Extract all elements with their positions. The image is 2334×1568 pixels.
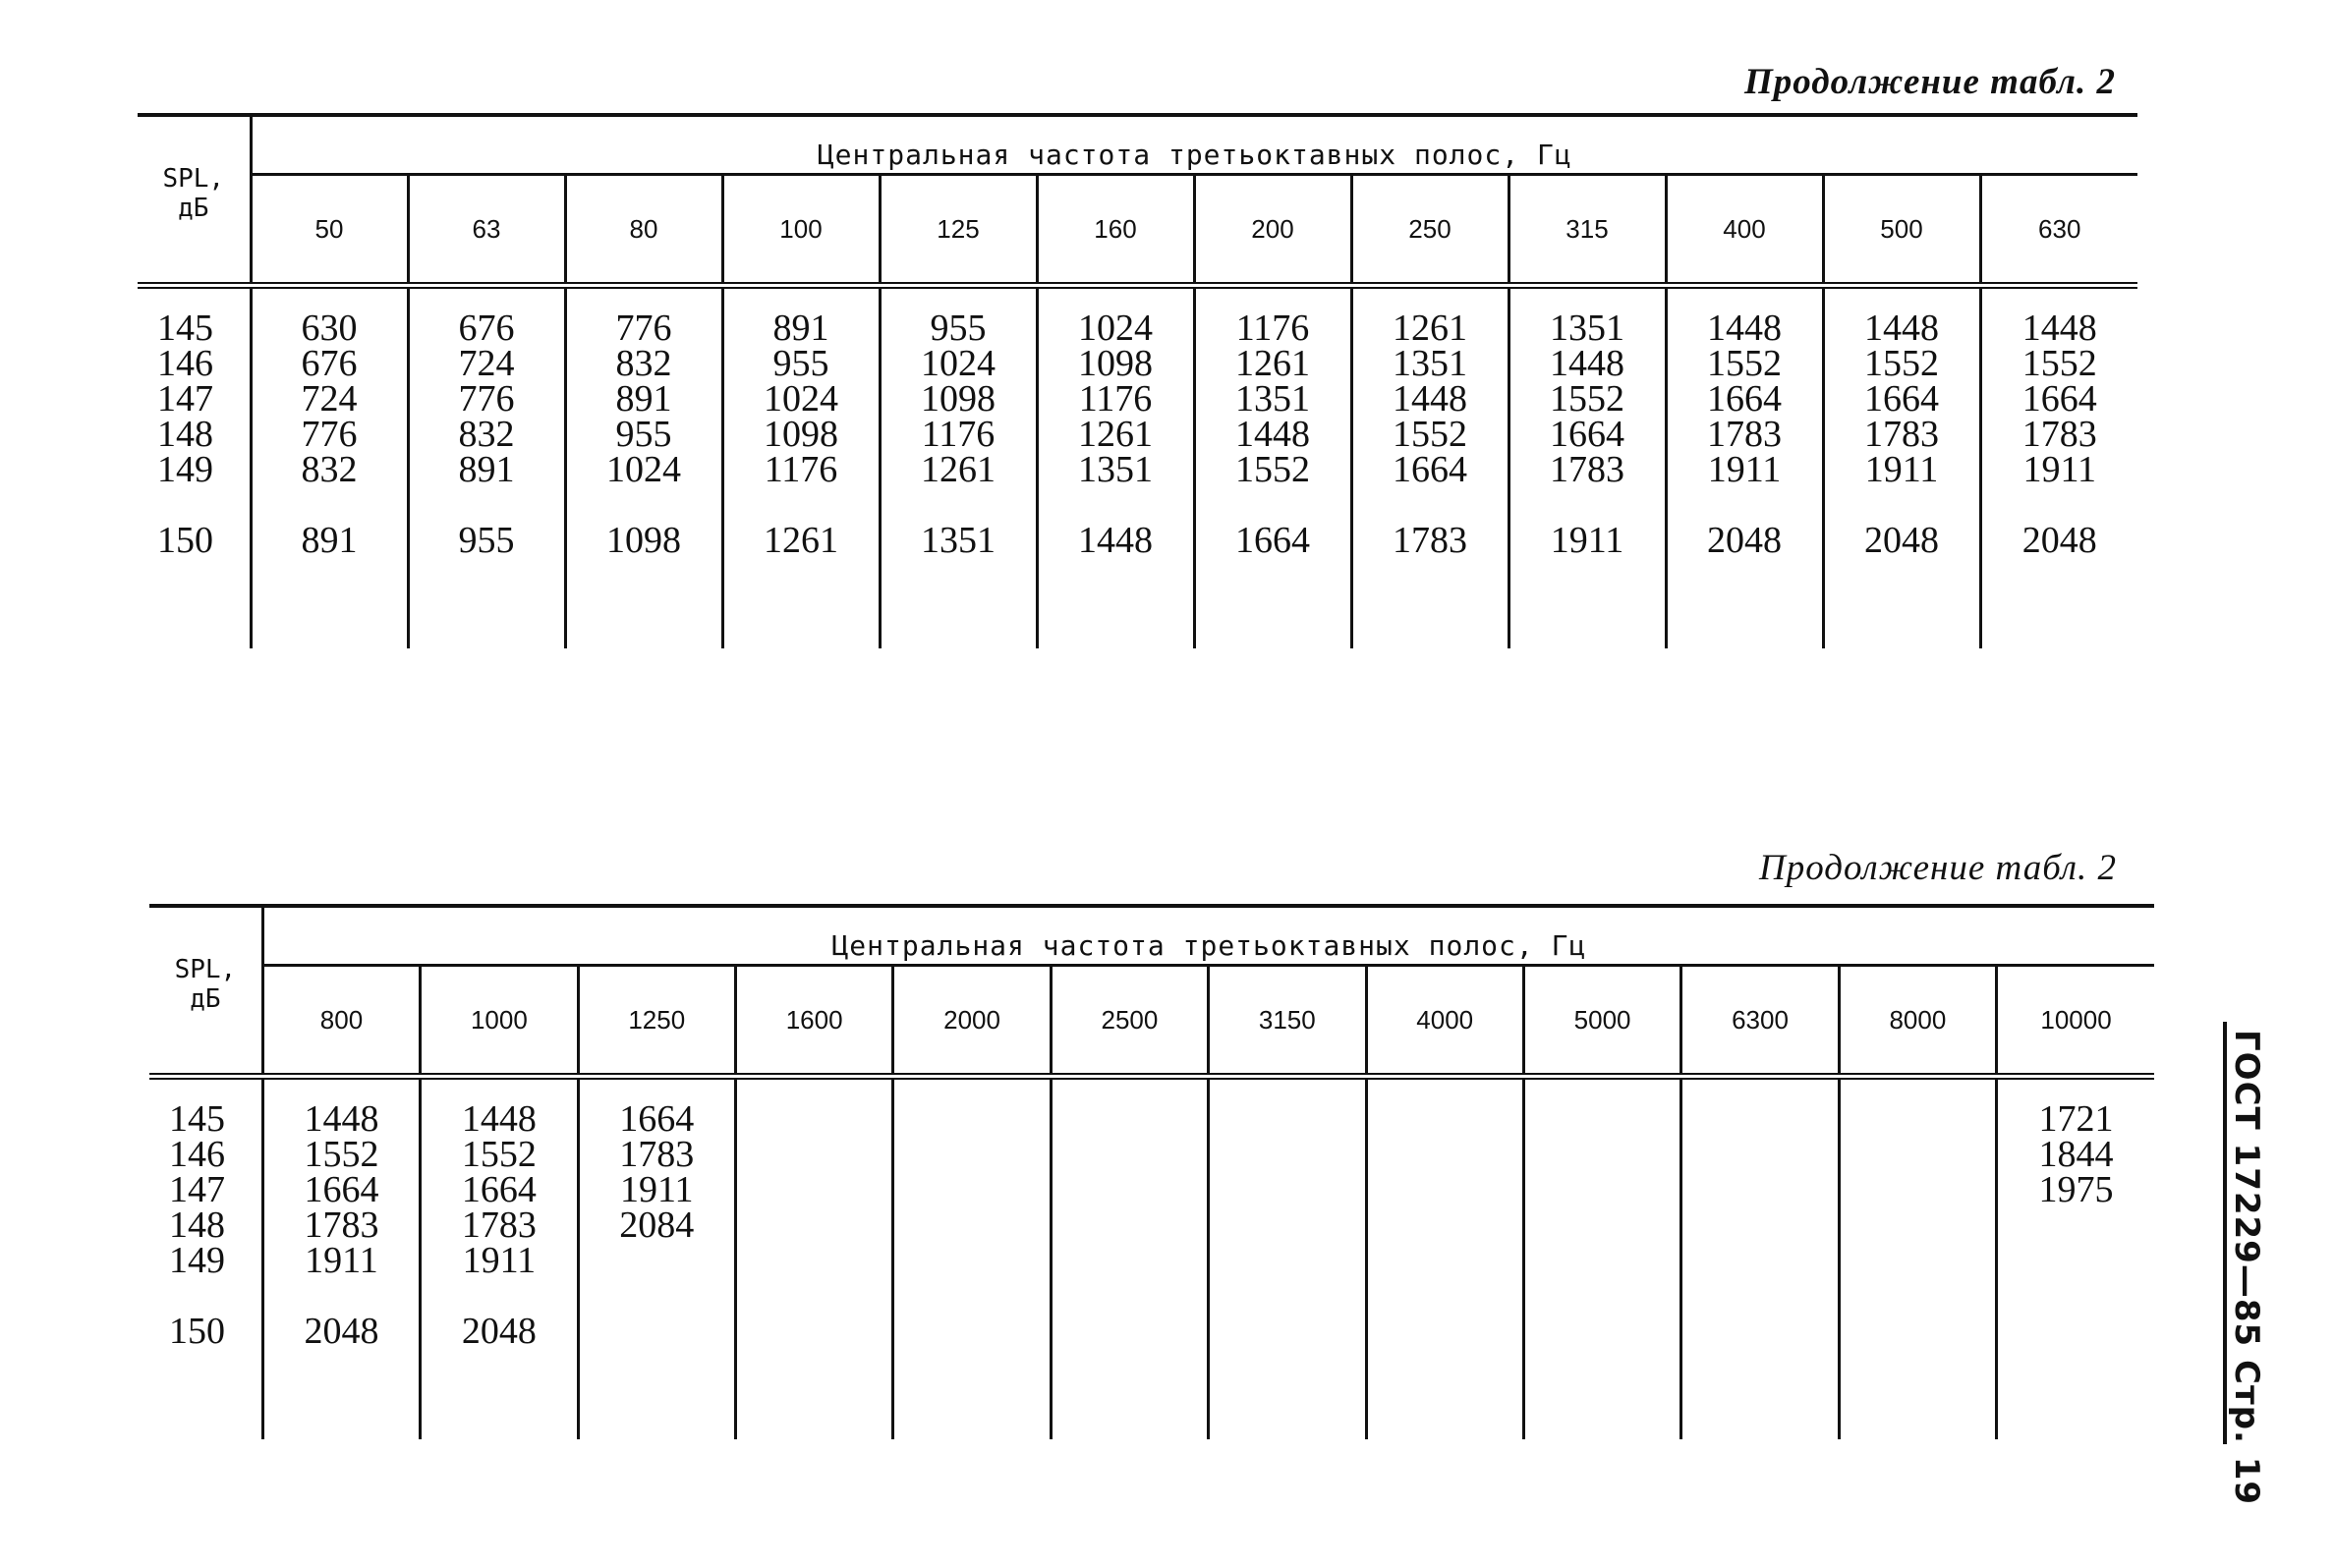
frequency-header-cell: 3150 [1209,966,1366,1077]
frequency-header-cell: 10000 [1997,966,2154,1077]
value-cell [735,1278,892,1363]
value-cell: 1783 [421,1207,578,1243]
frequency-header-cell: 2000 [893,966,1051,1077]
spacer-cell [1037,572,1194,648]
value-cell [1681,1137,1839,1172]
value-cell: 1911 [1823,452,1980,487]
value-cell: 776 [251,417,408,452]
spacer-cell [1666,572,1823,648]
frequency-header-row [149,966,2154,1077]
value-cell [1839,1207,1996,1243]
value-cell: 2084 [578,1207,735,1243]
table-row [138,286,2137,347]
value-cell: 1024 [722,381,880,417]
table-row [138,346,2137,381]
value-cell [735,1137,892,1172]
spl-value-cell: 147 [169,1169,225,1210]
value-cell: 1552 [1980,346,2137,381]
value-cell: 1448 [1037,487,1194,572]
spacer-cell [578,1363,735,1439]
value-cell: 2048 [1823,487,1980,572]
value-cell: 832 [408,417,565,452]
value-cell: 1176 [1194,286,1351,347]
frequency-header-cell: 1000 [421,966,578,1077]
value-cell [1209,1137,1366,1172]
value-cell: 1351 [1194,381,1351,417]
value-cell: 891 [251,487,408,572]
value-cell: 1783 [1980,417,2137,452]
table-row [149,1207,2154,1243]
spacer-cell [1209,1363,1366,1439]
value-cell: 1024 [1037,286,1194,347]
frequency-header-row [138,175,2137,286]
spl-column-header [138,115,251,286]
value-cell [1209,1077,1366,1138]
value-cell: 776 [408,381,565,417]
value-cell [893,1243,1051,1278]
value-cell [1051,1207,1208,1243]
value-cell: 676 [251,346,408,381]
spacer-cell [149,1363,262,1439]
value-cell: 1664 [1509,417,1666,452]
value-cell: 1552 [1509,381,1666,417]
table-2 [149,904,2154,1439]
value-cell: 676 [408,286,565,347]
value-cell [1209,1172,1366,1207]
value-cell: 2048 [1980,487,2137,572]
value-cell: 1911 [1666,452,1823,487]
value-cell: 1911 [421,1243,578,1278]
value-cell: 955 [722,346,880,381]
value-cell: 1448 [1194,417,1351,452]
spacer-cell [1351,572,1509,648]
table-row [138,487,2137,572]
value-cell: 1261 [880,452,1037,487]
value-cell: 1552 [1194,452,1351,487]
table-1-body [138,286,2137,649]
frequency-header-cell: 5000 [1523,966,1680,1077]
value-cell: 1664 [1980,381,2137,417]
value-cell [1051,1172,1208,1207]
spacer-cell [1366,1363,1523,1439]
value-cell [1051,1243,1208,1278]
value-cell: 724 [408,346,565,381]
page-running-header [2227,1030,2272,1506]
value-cell: 1911 [578,1172,735,1207]
value-cell: 1351 [1351,346,1509,381]
value-cell: 1024 [880,346,1037,381]
spl-value-cell: 147 [157,378,213,420]
value-cell: 1664 [1823,381,1980,417]
value-cell: 1098 [722,417,880,452]
standard-page-label: ГОСТ 17229—85 Стр. 19 [2227,1030,2266,1506]
frequency-header-cell: 500 [1823,175,1980,286]
value-cell: 1664 [578,1077,735,1138]
value-cell: 1351 [1509,286,1666,347]
value-cell: 1664 [1351,452,1509,487]
value-cell: 1552 [1823,346,1980,381]
value-cell: 1448 [1980,286,2137,347]
value-cell [1209,1207,1366,1243]
value-cell [1681,1243,1839,1278]
value-cell: 1448 [262,1077,420,1138]
spl-header-unit: дБ [178,194,209,223]
value-cell [1523,1077,1680,1138]
value-cell: 1552 [421,1137,578,1172]
value-cell [1366,1278,1523,1363]
value-cell: 776 [565,286,722,347]
value-cell: 1783 [1823,417,1980,452]
frequency-header-cell: 63 [408,175,565,286]
spacer-cell [880,572,1037,648]
value-cell: 1783 [1666,417,1823,452]
spacer-cell [1194,572,1351,648]
table-bottom-spacer [149,1363,2154,1439]
table-row [149,1243,2154,1278]
value-cell [1997,1207,2154,1243]
value-cell: 1098 [1037,346,1194,381]
value-cell [893,1172,1051,1207]
value-cell: 1911 [262,1243,420,1278]
value-cell: 1664 [1666,381,1823,417]
value-cell [1366,1137,1523,1172]
value-cell: 1911 [1509,487,1666,572]
value-cell: 1552 [1666,346,1823,381]
spacer-cell [1980,572,2137,648]
spacer-cell [251,572,408,648]
table-row [138,417,2137,452]
value-cell [1839,1137,1996,1172]
value-cell: 1024 [565,452,722,487]
value-cell [1681,1077,1839,1138]
value-cell: 630 [251,286,408,347]
value-cell: 1783 [578,1137,735,1172]
value-cell: 724 [251,381,408,417]
value-cell [735,1207,892,1243]
frequency-header-cell: 800 [262,966,420,1077]
spacer-cell [1523,1363,1680,1439]
value-cell [1839,1172,1996,1207]
spacer-cell [1051,1363,1208,1439]
value-cell [1209,1278,1366,1363]
spl-header-label: SPL, [162,164,225,194]
frequency-header-cell: 1600 [735,966,892,1077]
spacer-cell [1997,1363,2154,1439]
table-bottom-spacer [138,572,2137,648]
value-cell: 891 [408,452,565,487]
value-cell: 1664 [1194,487,1351,572]
value-cell [1681,1278,1839,1363]
frequency-header-cell: 2500 [1051,966,1208,1077]
frequency-header-cell: 250 [1351,175,1509,286]
value-cell [1523,1278,1680,1363]
frequency-header-cell: 1250 [578,966,735,1077]
frequency-header-cell: 100 [722,175,880,286]
value-cell: 1664 [262,1172,420,1207]
value-cell [1839,1278,1996,1363]
spl-value-cell: 148 [157,414,213,455]
value-cell [1209,1243,1366,1278]
value-cell [1051,1137,1208,1172]
spacer-cell [421,1363,578,1439]
value-cell: 1176 [722,452,880,487]
spl-value-cell: 150 [169,1311,225,1352]
spl-value-cell: 146 [169,1134,225,1175]
value-cell: 1176 [880,417,1037,452]
value-cell: 1261 [1351,286,1509,347]
value-cell [893,1207,1051,1243]
value-cell: 1448 [1666,286,1823,347]
table-2-body [149,1077,2154,1440]
frequency-header-cell: 125 [880,175,1037,286]
spl-value-cell: 146 [157,343,213,384]
frequency-header-cell: 630 [1980,175,2137,286]
value-cell: 1098 [880,381,1037,417]
table-row [149,1077,2154,1138]
value-cell: 1975 [1997,1172,2154,1207]
spacer-cell [1839,1363,1996,1439]
value-cell: 2048 [421,1278,578,1363]
value-cell [893,1278,1051,1363]
table-1-continuation-caption: Продолжение табл. 2 [1744,62,2116,102]
spacer-cell [893,1363,1051,1439]
spl-value-cell: 149 [169,1240,225,1281]
value-cell [1051,1077,1208,1138]
value-cell [1681,1207,1839,1243]
value-cell [893,1077,1051,1138]
value-cell [1997,1278,2154,1363]
value-cell: 1448 [1351,381,1509,417]
value-cell: 891 [565,381,722,417]
value-cell: 1261 [1037,417,1194,452]
value-cell: 1664 [421,1172,578,1207]
value-cell [1366,1077,1523,1138]
value-cell [735,1077,892,1138]
value-cell [1366,1172,1523,1207]
value-cell [1839,1243,1996,1278]
table-2-continuation-caption: Продолжение табл. 2 [1759,848,2118,888]
value-cell: 1448 [1509,346,1666,381]
frequency-header-cell: 50 [251,175,408,286]
spl-header-label: SPL, [174,955,237,984]
value-cell [578,1278,735,1363]
spl-value-cell: 145 [157,308,213,349]
value-cell [1523,1137,1680,1172]
spl-value-cell: 148 [169,1204,225,1246]
spl-column-header [149,906,262,1077]
value-cell: 955 [880,286,1037,347]
spl-header-unit: дБ [190,984,221,1014]
spacer-cell [408,572,565,648]
frequency-header-cell: 315 [1509,175,1666,286]
value-cell: 1176 [1037,381,1194,417]
value-cell: 1552 [262,1137,420,1172]
table-row [138,381,2137,417]
value-cell: 1261 [722,487,880,572]
value-cell: 1783 [262,1207,420,1243]
value-cell [1681,1172,1839,1207]
frequency-header-cell: 160 [1037,175,1194,286]
value-cell: 1844 [1997,1137,2154,1172]
value-cell [735,1243,892,1278]
table-row [149,1278,2154,1363]
value-cell: 1721 [1997,1077,2154,1138]
spl-value-cell: 149 [157,449,213,490]
table-row [138,452,2137,487]
value-cell: 1552 [1351,417,1509,452]
value-cell [1523,1243,1680,1278]
value-cell: 832 [251,452,408,487]
frequency-header-cell: 8000 [1839,966,1996,1077]
value-cell: 832 [565,346,722,381]
frequency-header-cell: 400 [1666,175,1823,286]
spacer-cell [722,572,880,648]
frequency-group-header: Центральная частота третьоктавных полос, Гц [262,906,2154,966]
value-cell: 1351 [1037,452,1194,487]
frequency-header-cell: 6300 [1681,966,1839,1077]
table-row [149,1137,2154,1172]
value-cell: 955 [408,487,565,572]
value-cell: 1098 [565,487,722,572]
value-cell: 2048 [262,1278,420,1363]
value-cell: 2048 [1666,487,1823,572]
value-cell [1366,1243,1523,1278]
value-cell: 1448 [421,1077,578,1138]
value-cell [735,1172,892,1207]
value-cell [578,1243,735,1278]
value-cell: 1448 [1823,286,1980,347]
value-cell [893,1137,1051,1172]
value-cell: 1783 [1351,487,1509,572]
value-cell [1523,1172,1680,1207]
value-cell [1051,1278,1208,1363]
spacer-cell [565,572,722,648]
spacer-cell [138,572,251,648]
value-cell [1523,1207,1680,1243]
value-cell [1997,1243,2154,1278]
frequency-header-cell: 200 [1194,175,1351,286]
spacer-cell [1823,572,1980,648]
spacer-cell [1509,572,1666,648]
frequency-group-header: Центральная частота третьоктавных полос, Гц [251,115,2137,175]
table-row [149,1172,2154,1207]
frequency-header-cell: 4000 [1366,966,1523,1077]
spl-value-cell: 150 [157,520,213,561]
spacer-cell [1681,1363,1839,1439]
value-cell [1839,1077,1996,1138]
value-cell: 1261 [1194,346,1351,381]
value-cell: 1783 [1509,452,1666,487]
value-cell [1366,1207,1523,1243]
value-cell: 1911 [1980,452,2137,487]
table-1 [138,113,2137,648]
spacer-cell [262,1363,420,1439]
frequency-header-cell: 80 [565,175,722,286]
value-cell: 891 [722,286,880,347]
value-cell: 1351 [880,487,1037,572]
spacer-cell [735,1363,892,1439]
value-cell: 955 [565,417,722,452]
spl-value-cell: 145 [169,1098,225,1140]
